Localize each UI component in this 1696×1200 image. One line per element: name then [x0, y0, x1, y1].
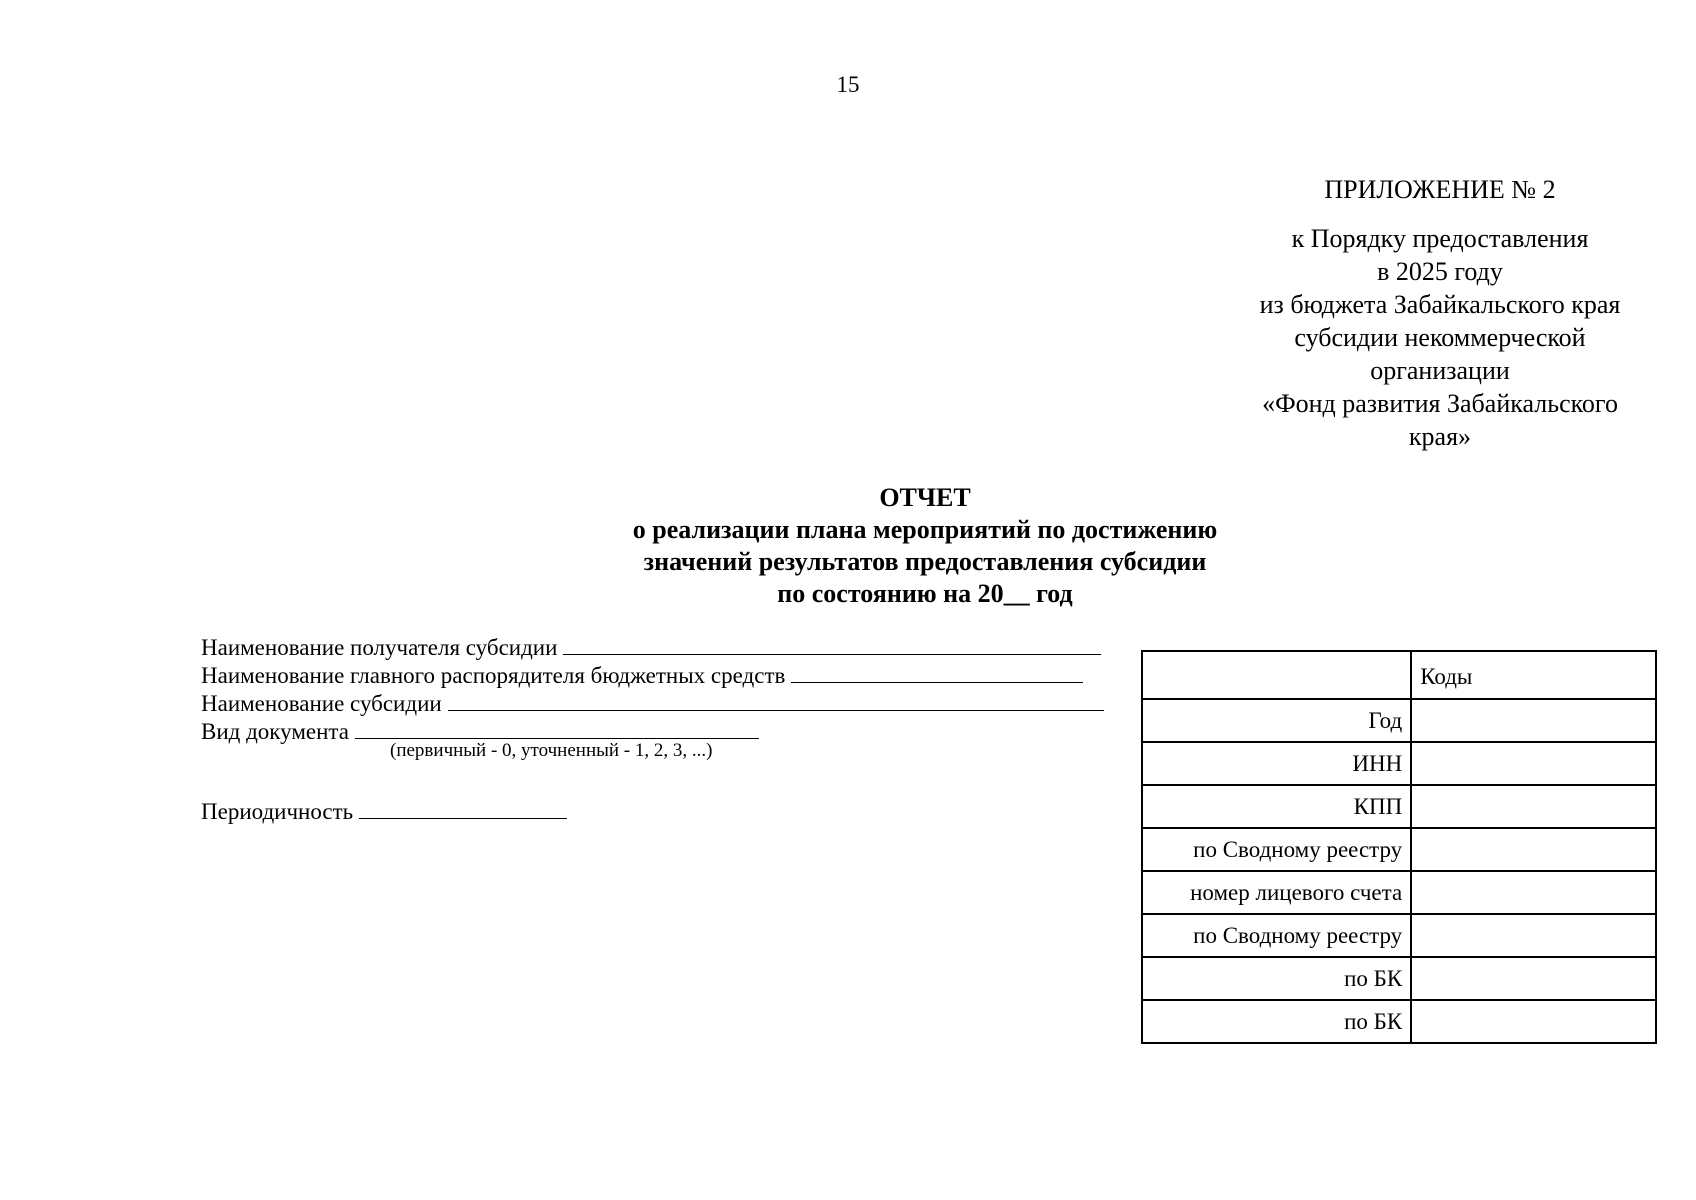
periodicity-field	[201, 796, 567, 826]
table-cell-empty	[1142, 651, 1411, 699]
row-label-bk-2: по БК	[1142, 1000, 1411, 1043]
appendix-line: в 2025 году	[1377, 257, 1503, 286]
page-number: 15	[836, 72, 860, 97]
table-row	[1142, 1000, 1656, 1043]
table-row	[1142, 699, 1656, 742]
table-row	[1142, 914, 1656, 957]
table-row	[1142, 828, 1656, 871]
table-row	[1142, 742, 1656, 785]
periodicity-input-line[interactable]	[359, 796, 567, 819]
code-cell-registry[interactable]	[1411, 828, 1656, 871]
code-cell-bk[interactable]	[1411, 957, 1656, 1000]
appendix-body	[1215, 222, 1665, 453]
row-label-inn: ИНН	[1142, 742, 1411, 785]
report-subtitle-line: по состоянию на 20__ год	[777, 579, 1073, 608]
subsidy-field	[201, 688, 1104, 718]
manager-input-line[interactable]	[791, 660, 1083, 683]
code-cell-account[interactable]	[1411, 871, 1656, 914]
report-subtitle-line: о реализации плана мероприятий по достижению	[632, 515, 1218, 544]
manager-label: Наименование главного распорядителя бюджетных средств	[201, 663, 786, 688]
appendix-line: из бюджета Забайкальского края	[1259, 290, 1621, 319]
recipient-input-line[interactable]	[563, 632, 1101, 655]
appendix-line: края»	[1408, 422, 1472, 451]
row-label-registry-2: по Сводному реестру	[1142, 914, 1411, 957]
codes-table	[1141, 650, 1657, 1044]
table-row	[1142, 785, 1656, 828]
recipient-label: Наименование получателя субсидии	[201, 635, 558, 660]
report-subtitle-line: значений результатов предоставления субсидии	[643, 547, 1207, 576]
row-label-registry: по Сводному реестру	[1142, 828, 1411, 871]
code-cell-inn[interactable]	[1411, 742, 1656, 785]
doc-type-input-line[interactable]	[355, 716, 759, 739]
subsidy-label: Наименование субсидии	[201, 691, 442, 716]
code-cell-year[interactable]	[1411, 699, 1656, 742]
appendix-line: «Фонд развития Забайкальского	[1262, 389, 1618, 418]
table-row	[1142, 871, 1656, 914]
doc-type-hint: (первичный - 0, уточненный - 1, 2, 3, ...)	[390, 740, 713, 761]
code-cell-registry-2[interactable]	[1411, 914, 1656, 957]
appendix-line: субсидии некоммерческой	[1294, 323, 1586, 352]
doc-type-label: Вид документа	[201, 719, 349, 744]
code-cell-bk-2[interactable]	[1411, 1000, 1656, 1043]
row-label-bk: по БК	[1142, 957, 1411, 1000]
appendix-line: к Порядку предоставления	[1291, 224, 1589, 253]
table-row	[1142, 957, 1656, 1000]
row-label-kpp: КПП	[1142, 785, 1411, 828]
periodicity-label: Периодичность	[201, 799, 354, 824]
report-title: ОТЧЕТ	[879, 483, 971, 512]
row-label-year: Год	[1142, 699, 1411, 742]
manager-field	[201, 660, 1083, 690]
subsidy-input-line[interactable]	[448, 688, 1104, 711]
report-title-block	[560, 482, 1290, 610]
code-cell-kpp[interactable]	[1411, 785, 1656, 828]
codes-header: Коды	[1411, 651, 1656, 699]
recipient-field	[201, 632, 1101, 662]
row-label-account: номер лицевого счета	[1142, 871, 1411, 914]
appendix-line: организации	[1370, 356, 1510, 385]
appendix-title: ПРИЛОЖЕНИЕ № 2	[1324, 175, 1556, 204]
table-row	[1142, 651, 1656, 699]
